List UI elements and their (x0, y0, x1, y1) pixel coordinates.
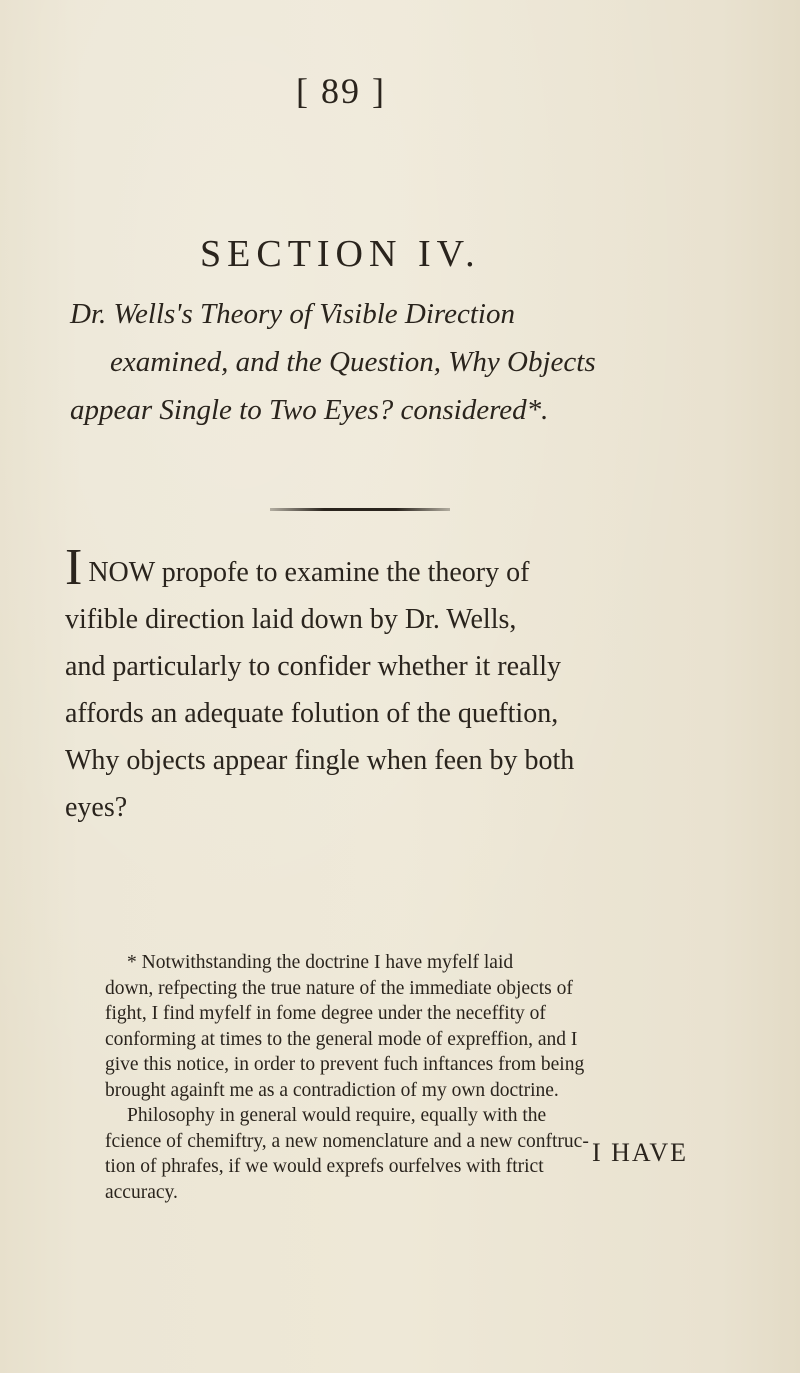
body-paragraph (65, 539, 755, 831)
body-line: and particularly to confider whether it really (65, 651, 562, 682)
footnote-line: tion of phrafes, if we would exprefs ourfelves with ftrict (105, 1156, 544, 1177)
footnote-line: give this notice, in order to prevent fuch inftances from being (105, 1054, 585, 1075)
subtitle-line: Dr. Wells's Theory of Visible Direction (70, 298, 515, 330)
footnote-line: brought againft me as a contradiction of my own doctrine. (105, 1079, 559, 1101)
divider-rule (270, 508, 450, 511)
footnote-line: * Notwithstanding the doctrine I have myfelf laid (127, 952, 514, 973)
footnote-line: Philosophy in general would require, equally with the (127, 1105, 547, 1126)
footnote-line: down, refpecting the true nature of the immediate objects of (105, 977, 573, 999)
drop-cap: I (65, 539, 83, 596)
body-line: affords an adequate folution of the queftion, (65, 698, 559, 729)
page-number: [ 89 ] (296, 71, 386, 111)
footnote-line: conforming at times to the general mode of expreffion, and I (105, 1028, 578, 1050)
body-line (65, 539, 755, 596)
subtitle-line: examined, and the Question, Why Objects (110, 346, 596, 378)
section-title: SECTION IV. (200, 233, 481, 275)
footnote-line: accuracy. (105, 1181, 178, 1203)
catchword: I HAVE (592, 1138, 689, 1167)
body-line-text: NOW propofe to examine the theory of (88, 557, 530, 588)
footnote-line: fcience of chemiftry, a new nomenclature and a new conftruc- (105, 1130, 589, 1152)
section-subtitle (70, 290, 750, 434)
body-line: vifible direction laid down by Dr. Wells, (65, 604, 517, 635)
body-line: eyes? (65, 792, 128, 823)
body-line: Why objects appear fingle when feen by both (65, 745, 575, 776)
subtitle-line: appear Single to Two Eyes? considered*. (70, 394, 549, 426)
footnote-line: fight, I find myfelf in fome degree under the neceffity of (105, 1003, 546, 1024)
